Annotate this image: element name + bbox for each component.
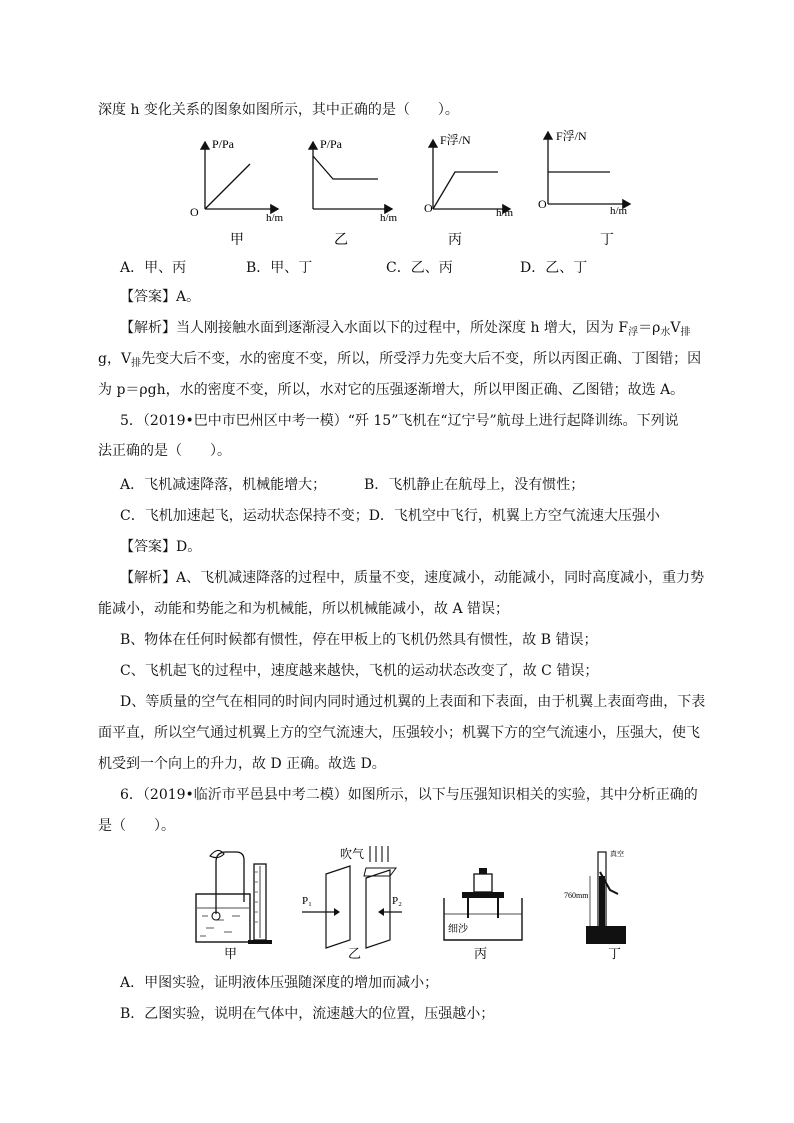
graph-jia-xlabel: h/m [266, 212, 284, 224]
graph-ding-caption: 丁 [600, 233, 614, 248]
graph-bing-origin: O [424, 201, 433, 215]
graph-ding-xlabel: h/m [610, 205, 628, 217]
graphs-figure [180, 124, 650, 254]
yi-paper-right [366, 870, 390, 948]
yi-straw [364, 868, 396, 876]
graph-jia [190, 137, 284, 248]
yi-blow-label: 吹气 [340, 847, 365, 861]
q4-option-c[interactable]: C．乙、丙 [386, 260, 453, 276]
ding-mercury-dish [586, 926, 626, 944]
ding-vacuum-label: 真空 [610, 850, 624, 858]
question-4-stem-tail: 深度 h 变化关系的图象如图所示，其中正确的是（ ）。 [98, 102, 459, 118]
graph-jia-ylabel: P/Pa [212, 137, 235, 151]
q4-answer: 【答案】A。 [120, 289, 201, 305]
jia-caption: 甲 [224, 946, 238, 961]
yi-caption: 乙 [348, 946, 362, 961]
yi-p2-label: P₂ [392, 895, 402, 907]
graph-yi-xlabel: h/m [380, 212, 398, 224]
graph-jia-origin: O [190, 205, 199, 219]
graph-yi [313, 137, 398, 248]
q4-analysis-line-1: 【解析】当人刚接触水面到逐渐浸入水面以下的过程中，所处深度 h 增大，因为 $F_浮=\rho_水V_排$ [120, 320, 691, 338]
graph-jia-caption: 甲 [230, 233, 244, 248]
q4-option-a[interactable]: A．甲、丙 [120, 260, 187, 276]
bing-weight [474, 874, 492, 892]
bing-table-top [462, 892, 504, 898]
graph-yi-ylabel: P/Pa [320, 137, 343, 151]
experiment-ding [564, 849, 626, 961]
graph-ding [538, 129, 630, 248]
q5-analysis-line-1: 【解析】A、飞机减速降落的过程中，质量不变，速度减小，动能减小，同时高度减小，重力势 [120, 570, 705, 586]
graph-bing-xlabel: h/m [496, 207, 514, 219]
bing-caption: 丙 [474, 946, 488, 961]
q4-analysis-line-3: 为 p＝ρgh，水的密度不变，所以，水对它的压强逐渐增大，所以甲图正确、乙图错；故选 A。 [98, 382, 685, 398]
q5-option-cd[interactable]: C．飞机加速起飞，运动状态保持不变；D．飞机空中飞行，机翼上方空气流速大压强小 [120, 508, 660, 524]
q4-option-b[interactable]: B．甲、丁 [246, 260, 313, 276]
graph-jia-curve [205, 164, 250, 209]
jia-beaker [196, 894, 250, 942]
experiments-figure [188, 842, 658, 962]
graph-yi-caption: 乙 [334, 233, 348, 248]
experiment-jia [196, 850, 272, 961]
q6-stem-line-2: 是（ ）。 [98, 818, 175, 834]
graph-bing-ylabel: F浮/N [440, 133, 471, 147]
jia-tube [216, 852, 244, 914]
graph-bing-curve [433, 172, 498, 209]
graph-bing [424, 133, 514, 248]
bing-sand-label: 细沙 [448, 924, 468, 935]
q4-analysis-line-2: g，$V_排$先变大后不变，水的密度不变，所以，所受浮力先变大后不变，所以丙图正确、丁图错；因 [98, 351, 702, 369]
yi-p1-label: P₁ [302, 895, 312, 907]
ding-caption: 丁 [608, 946, 622, 961]
q6-option-a[interactable]: A．甲图实验，证明液体压强随深度的增加而减小； [120, 975, 439, 991]
q5-stem-line-2: 法正确的是（ ）。 [98, 443, 231, 459]
q4-option-d[interactable]: D．乙、丁 [520, 260, 588, 276]
graph-ding-origin: O [538, 197, 547, 211]
q5-analysis-line-7: 机受到一个向上的升力，故 D 正确。故选 D。 [98, 756, 386, 772]
q5-option-b[interactable]: B．飞机静止在航母上，没有惯性； [364, 477, 585, 493]
yi-paper-left [326, 866, 350, 948]
q5-analysis-line-2: 能减小，动能和势能之和为机械能，所以机械能减小，故 A 错误； [98, 601, 510, 617]
graph-bing-caption: 丙 [448, 233, 462, 248]
ding-mm-label: 760mm [564, 891, 589, 900]
graph-ding-ylabel: F浮/N [556, 129, 587, 143]
q5-analysis-line-6: 面平直，所以空气通过机翼上方的空气流速大，压强较小；机翼下方的空气流速小，压强大，使飞 [98, 725, 700, 741]
q5-answer: 【答案】D。 [120, 539, 202, 555]
q6-option-b[interactable]: B．乙图实验，说明在气体中，流速越大的位置，压强越小； [120, 1006, 495, 1022]
experiment-bing [444, 868, 522, 961]
q6-stem-line-1: 6．（2019•临沂市平邑县中考二模）如图所示，以下与压强知识相关的实验，其中分析正确的 [120, 787, 698, 803]
graph-yi-curve [313, 156, 378, 179]
q5-stem-line-1: 5．（2019•巴中市巴州区中考一模）“歼 15”飞机在“辽宁号”航母上进行起降训练。下列说 [120, 413, 679, 429]
q5-option-a[interactable]: A．飞机减速降落，机械能增大； [120, 477, 327, 493]
q5-analysis-line-5: D、等质量的空气在相同的时间内同时通过机翼的上表面和下表面，由于机翼上表面弯曲，下表 [120, 694, 706, 710]
experiment-yi [302, 846, 402, 961]
q5-analysis-line-3: B、物体在任何时候都有惯性，停在甲板上的飞机仍然具有惯性，故 B 错误； [120, 632, 598, 648]
q5-analysis-line-4: C、飞机起飞的过程中，速度越来越快，飞机的运动状态改变了，故 C 错误； [120, 663, 599, 679]
